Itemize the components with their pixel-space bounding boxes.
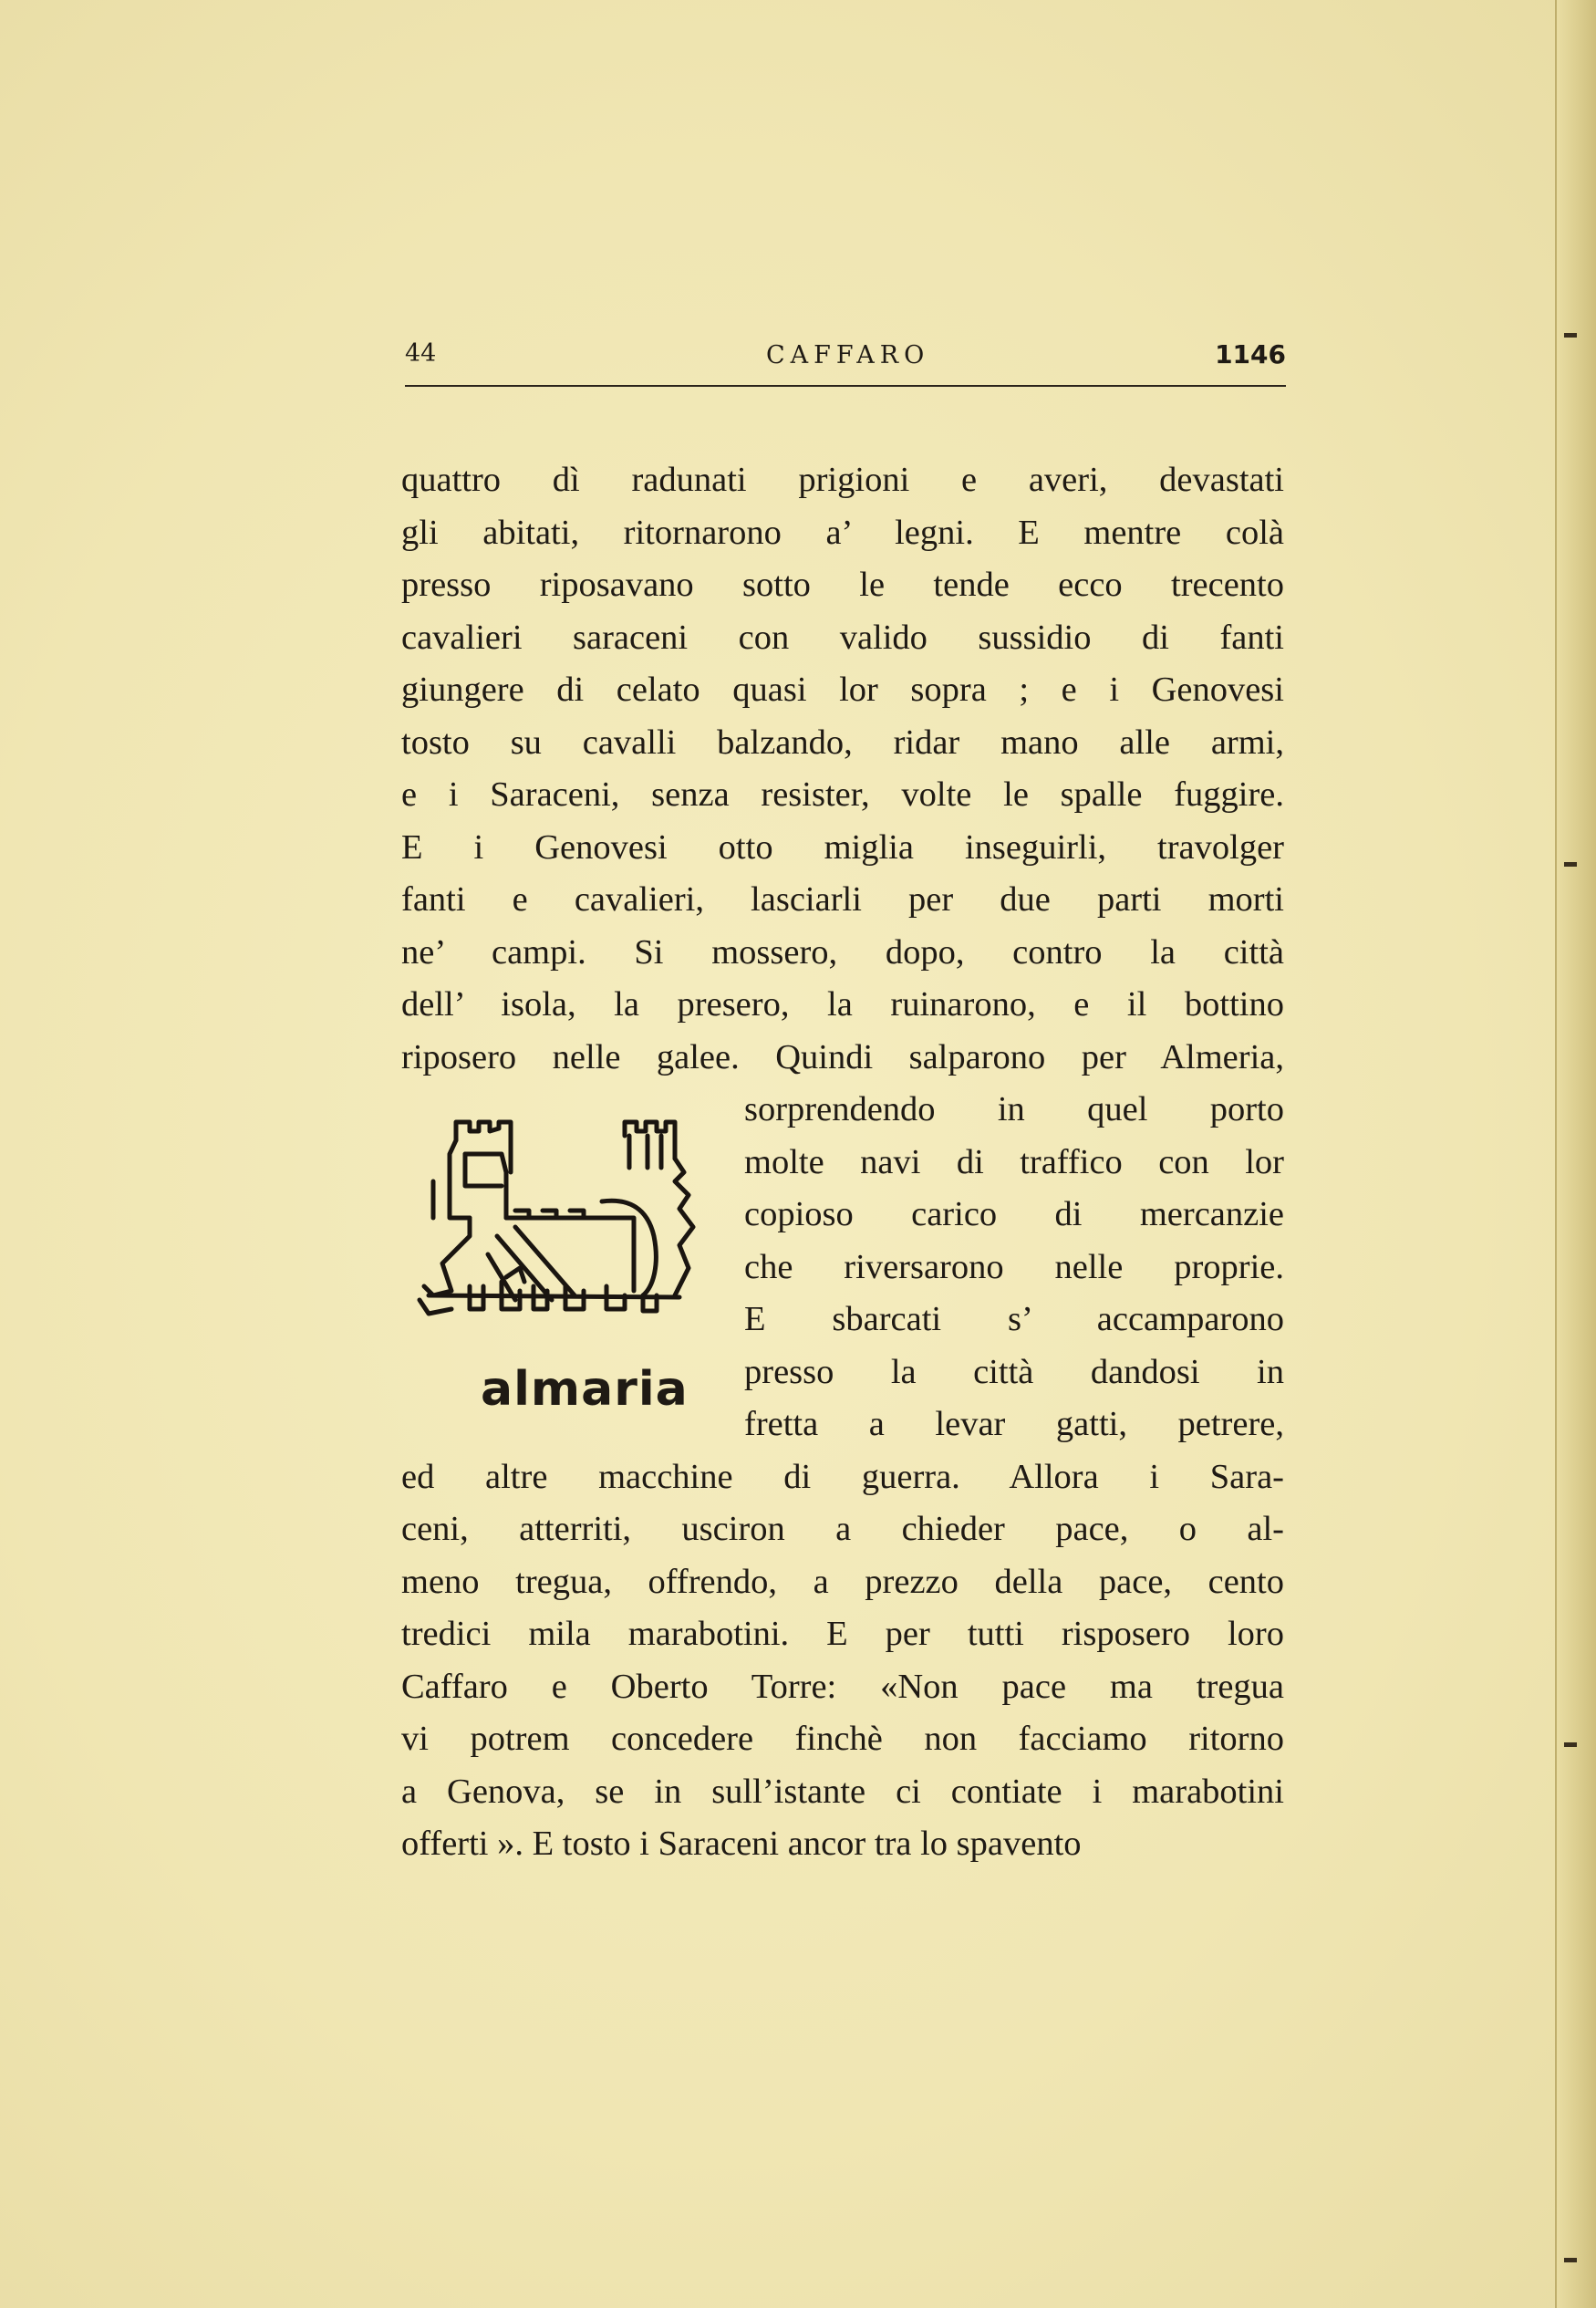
text-line: copioso carico di mercanzie	[744, 1195, 1284, 1233]
edge-mark	[1564, 333, 1577, 338]
text-line: E sbarcati s’ accamparono	[744, 1300, 1284, 1338]
wrapped-text	[744, 1084, 1284, 1451]
page-edge	[1555, 0, 1596, 2308]
page-header	[405, 338, 1286, 387]
text-line: ne’ campi. Si mossero, dopo, contro la città	[401, 932, 1284, 972]
castle-drawing-icon	[415, 1118, 734, 1355]
page-number: 44	[405, 339, 437, 368]
text-line: meno tregua, offrendo, a prezzo della pace, cento	[401, 1562, 1284, 1601]
text-line: offerti ». E tosto i Saraceni ancor tra lo spavento	[401, 1825, 1082, 1863]
text-line: a Genova, se in sull’istante ci contiate i marabotini	[401, 1772, 1284, 1811]
running-title: CAFFARO	[766, 341, 930, 369]
text-line: ed altre macchine di guerra. Allora i Sara-	[401, 1457, 1284, 1496]
text-line: che riversarono nelle proprie.	[744, 1247, 1284, 1286]
text-line: giungere di celato quasi lor sopra ; e i Genovesi	[401, 671, 1284, 709]
text-line: molte navi di traffico con lor	[744, 1142, 1284, 1181]
castle-illustration	[415, 1118, 734, 1432]
year-label: 1146	[1215, 339, 1286, 369]
text-line: fretta a levar gatti, petrere,	[744, 1405, 1284, 1443]
text-line: tosto su cavalli balzando, ridar mano alle armi,	[401, 723, 1284, 762]
text-line: quattro dì radunati prigioni e averi, devastati	[401, 461, 1284, 499]
text-line: e i Saraceni, senza resister, volte le spalle fuggire.	[401, 775, 1284, 814]
text-line: Caffaro e Oberto Torre: «Non pace ma tregua	[401, 1667, 1284, 1706]
text-line: gli abitati, ritornarono a’ legni. E mentre colà	[401, 513, 1284, 552]
text-line: presso riposavano sotto le tende ecco trecento	[401, 566, 1284, 604]
text-line: vi potrem concedere finchè non facciamo ritorno	[401, 1720, 1284, 1758]
edge-mark	[1564, 1742, 1577, 1747]
text-line: cavalieri saraceni con valido sussidio di fanti	[401, 618, 1284, 657]
edge-mark	[1564, 2258, 1577, 2262]
text-line: tredici mila marabotini. E per tutti risposero loro	[401, 1615, 1284, 1653]
text-line: fanti e cavalieri, lasciarli per due parti morti	[401, 880, 1284, 919]
text-line: sorprendendo in quel porto	[744, 1090, 1284, 1128]
text-line: dell’ isola, la presero, la ruinarono, e il bottino	[401, 985, 1284, 1024]
text-line: presso la città dandosi in	[744, 1352, 1284, 1391]
text-line: riposero nelle galee. Quindi salparono per Almeria,	[401, 1037, 1284, 1076]
edge-mark	[1564, 862, 1577, 867]
illustration-caption: almaria	[481, 1362, 689, 1417]
text-line: E i Genovesi otto miglia inseguirli, travolger	[401, 827, 1284, 867]
text-line: ceni, atterriti, usciron a chieder pace, o al-	[401, 1510, 1284, 1548]
